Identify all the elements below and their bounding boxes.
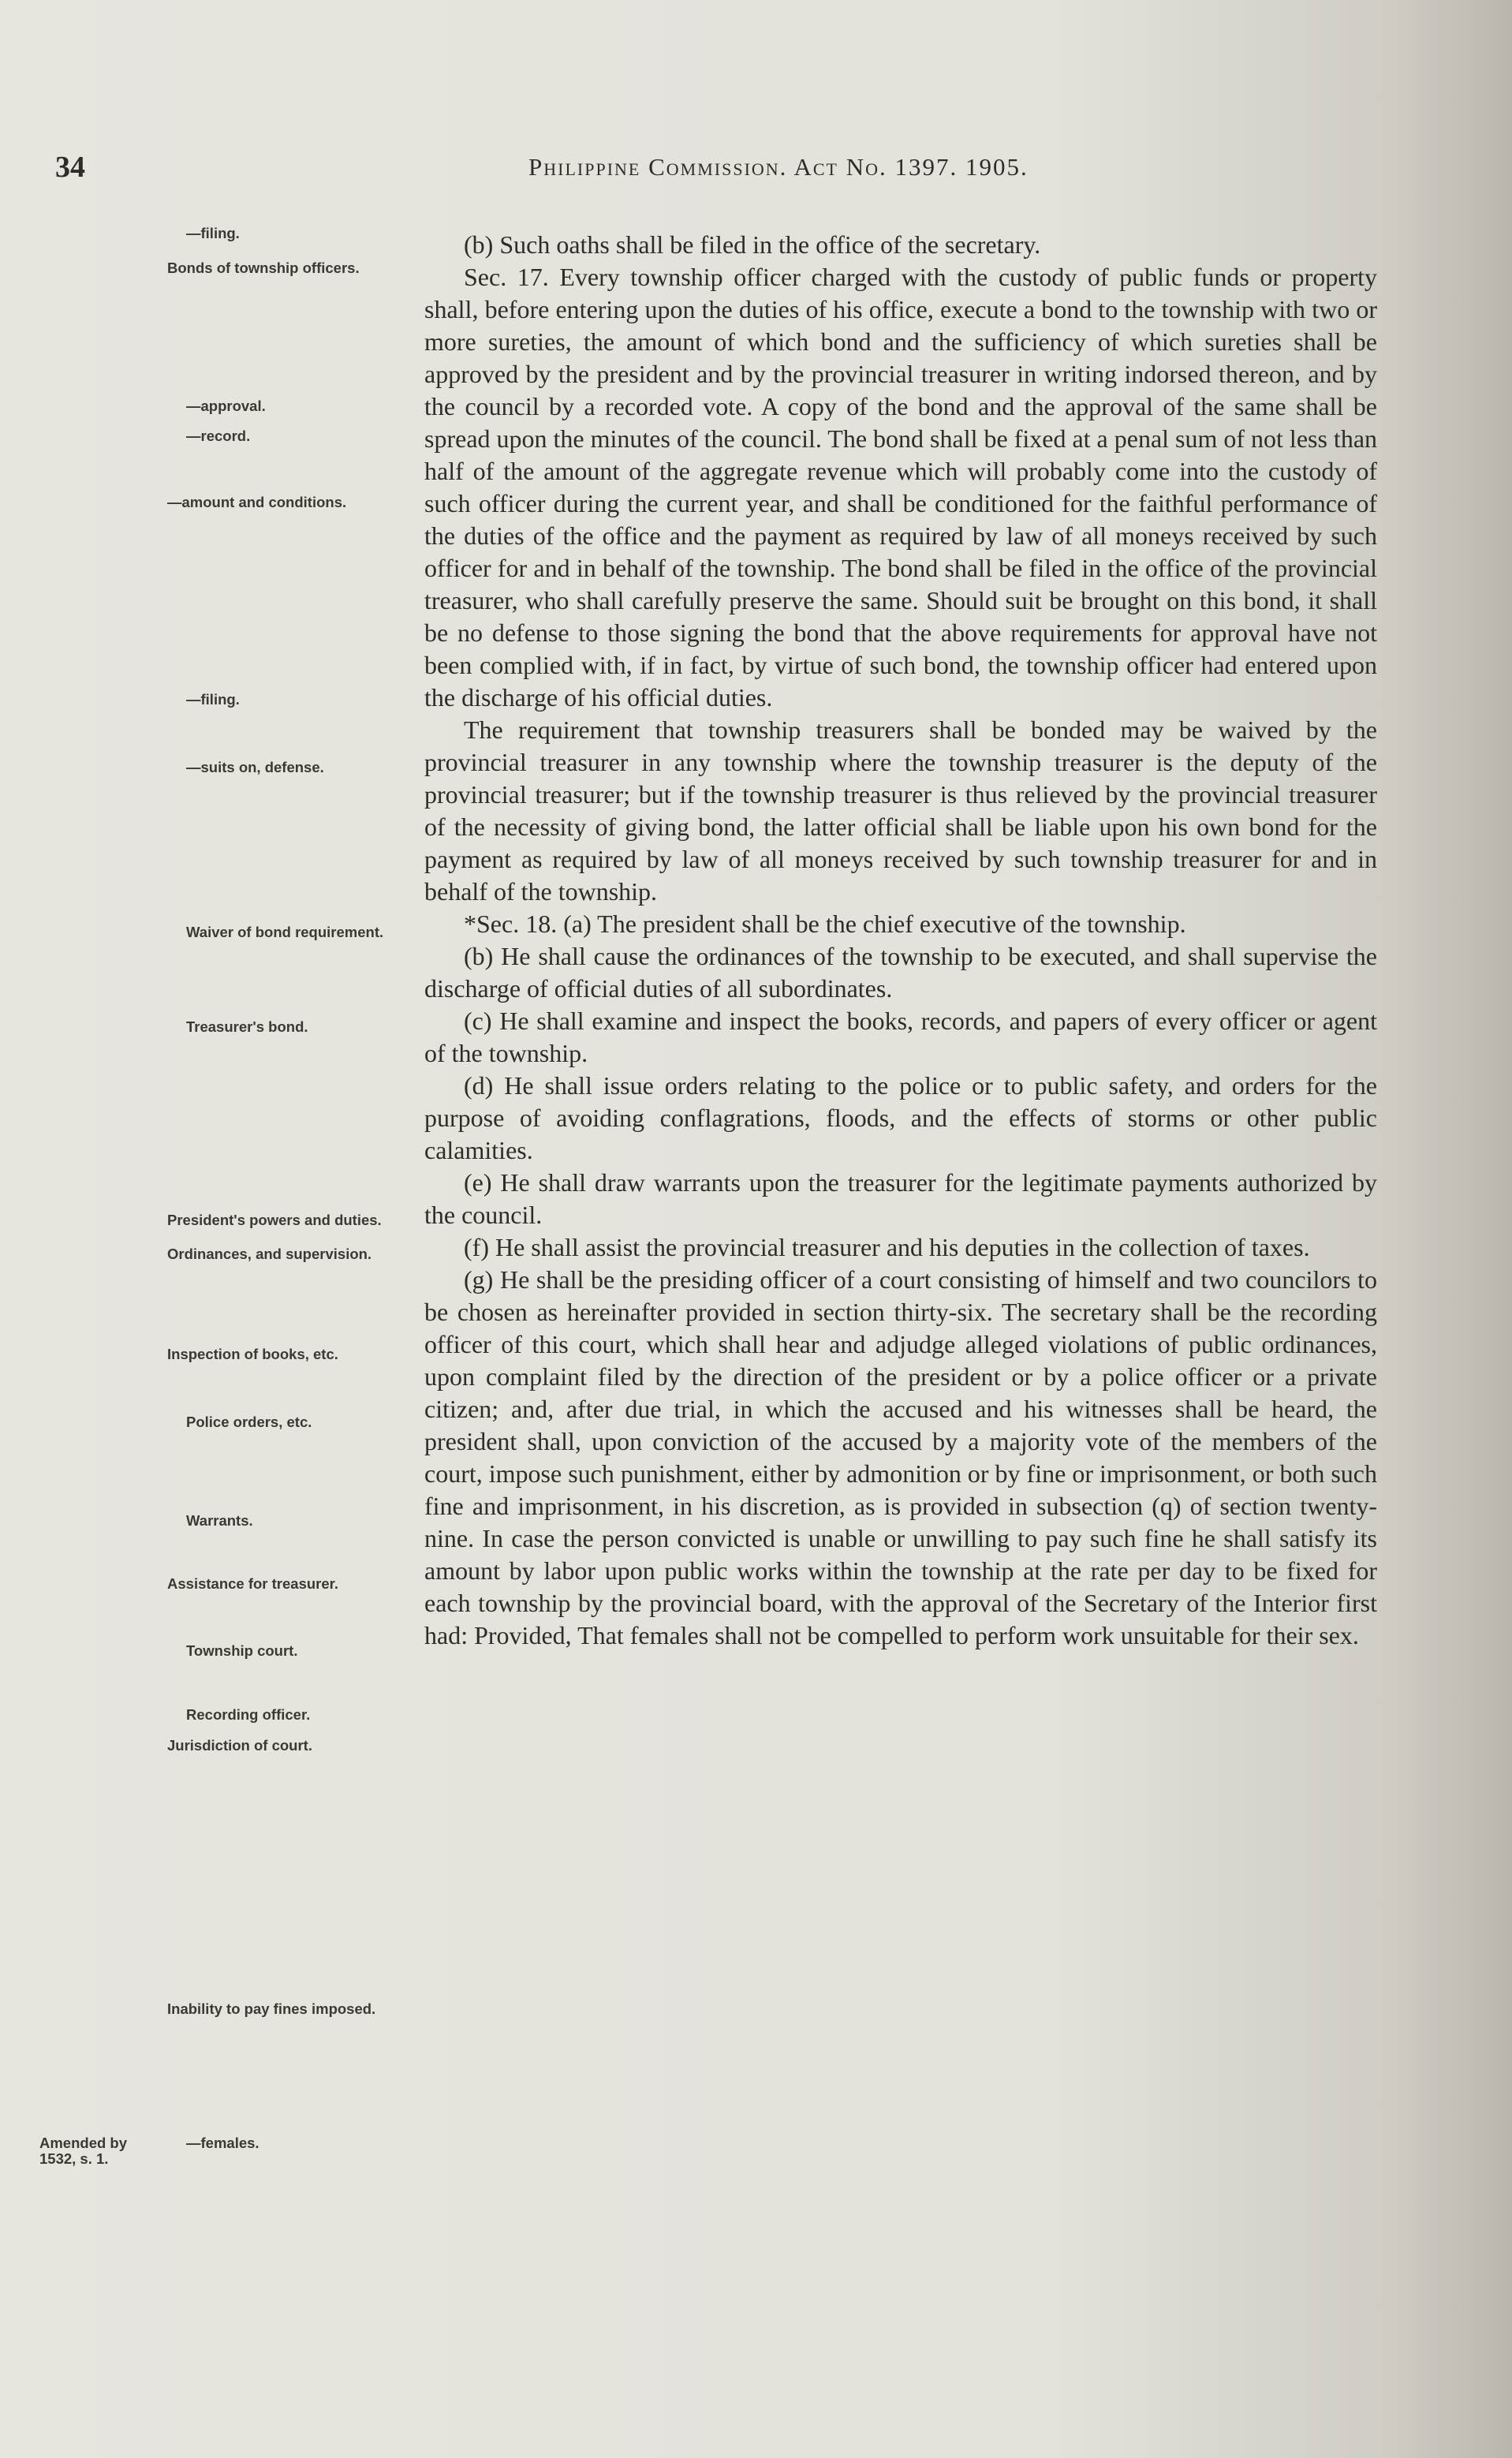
margin-note-treasurer-bond: Treasurer's bond. (186, 1018, 308, 1035)
margin-note-warrants: Warrants. (186, 1512, 253, 1529)
margin-note-president-powers: President's powers and duties. (167, 1212, 382, 1228)
margin-note-record: —record. (186, 428, 251, 444)
body-text (424, 229, 1377, 1652)
margin-note-suits: —suits on, defense. (186, 759, 324, 775)
paragraph-section-18a: *Sec. 18. (a) The president shall be the chief executive of the township. (464, 910, 1186, 938)
paragraph-section-17: Sec. 17. Every township officer charged with the custody of public funds or property shall, before entering upon the duties of his office, execute a bond to the township with two or more sureties, the amount of which bond and the sufficiency of which sureties shall be approved by the president and by the provincial treasurer in writing indorsed thereon, and by the council by a recorded vote. A copy of the bond and the approval of the same shall be spread upon the minutes of the council. The bond shall be fixed at a penal sum of not less than half of the amount of the aggregate revenue which will probably come into the custody of such officer during the current year, and shall be conditioned for the faithful performance of the duties of the office and the payment as required by law of all moneys received by such officer for and in behalf of the township. The bond shall be filed in the office of the provincial treasurer, who shall carefully preserve the same. Should suit be brought on this bond, it shall be no defense to those signing the bond that the above requirements for approval have not been complied with, if in fact, by virtue of such bond, the township officer had entered upon the discharge of his official duties. (424, 263, 1378, 712)
paragraph-oaths-filing: (b) Such oaths shall be filed in the office of the secretary. (464, 230, 1041, 259)
page-number: 34 (55, 151, 85, 184)
paragraph-18d: (d) He shall issue orders relating to the police or to public safety, and orders for the purpose of avoiding conflagrations, floods, and the effects of storms or other public calamities. (424, 1071, 1377, 1164)
margin-note-amended: Amended by 1532, s. 1. (39, 2135, 128, 2167)
margin-notes (0, 0, 426, 2458)
paragraph-18g: (g) He shall be the presiding officer of a court consisting of himself and two councilors to be chosen as hereinafter provided in section thirty-six. The secretary shall be the recording officer of this court, which shall hear and adjudge alleged violations of public ordinances, upon complaint filed by the direction of the president or by a police officer or a private citizen; and, after due trial, in which the accused and his witnesses shall be heard, the president shall, upon conviction of the accused by a majority vote of the members of the court, impose such punishment, either by admonition or by fine or imprisonment, or both such fine and imprisonment, in his discretion, as is provided in subsection (q) of section twenty-nine. In case the person convicted is unable or unwilling to pay such fine he shall satisfy its amount by labor upon public works within the township at the rate per day to be fixed for each township by the provincial board, with the approval of the Secretary of the Interior first had: Provided, That females shall not be compelled to perform work unsuitable for their sex. (424, 1265, 1377, 1649)
margin-note-jurisdiction: Jurisdiction of court. (167, 1737, 312, 1754)
margin-note-amount: —amount and conditions. (167, 494, 347, 510)
margin-note-inability: Inability to pay fines imposed. (167, 2000, 376, 2017)
margin-note-waiver: Waiver of bond requirement. (186, 924, 384, 940)
margin-note-recording: Recording officer. (186, 1706, 311, 1723)
paragraph-18f: (f) He shall assist the provincial treasurer and his deputies in the collection of taxes. (464, 1233, 1310, 1261)
margin-note-filing-1: —filing. (186, 225, 240, 241)
margin-note-approval: —approval. (186, 398, 266, 414)
margin-note-bonds: Bonds of township officers. (167, 260, 360, 276)
margin-note-inspection: Inspection of books, etc. (167, 1346, 338, 1362)
paragraph-18c: (c) He shall examine and inspect the books, records, and papers of every officer or agent of the township. (424, 1007, 1377, 1067)
paragraph-18b: (b) He shall cause the ordinances of the township to be executed, and shall supervise the discharge of official duties of all subordinates. (424, 942, 1377, 1003)
paragraph-bond-waiver: The requirement that township treasurers shall be bonded may be waived by the provincial treasurer in any township where the township treasurer is the deputy of the provincial treasurer; but if the township treasurer is thus relieved by the provincial treasurer of the necessity of giving bond, the latter official shall be liable upon his own bond for the payment as required by law of all moneys received by such township treasurer for and in behalf of the township. (424, 715, 1377, 906)
margin-note-filing-2: —filing. (186, 691, 240, 708)
margin-note-females: —females. (186, 2135, 259, 2151)
margin-note-police: Police orders, etc. (186, 1414, 312, 1430)
margin-note-ordinances: Ordinances, and supervision. (167, 1246, 372, 1262)
margin-note-township-court: Township court. (186, 1642, 298, 1659)
margin-note-assistance: Assistance for treasurer. (167, 1575, 338, 1592)
paragraph-18e: (e) He shall draw warrants upon the treasurer for the legitimate payments authorized by the council. (424, 1168, 1377, 1229)
running-title: Philippine Commission. Act No. 1397. 1905. (528, 153, 1029, 181)
